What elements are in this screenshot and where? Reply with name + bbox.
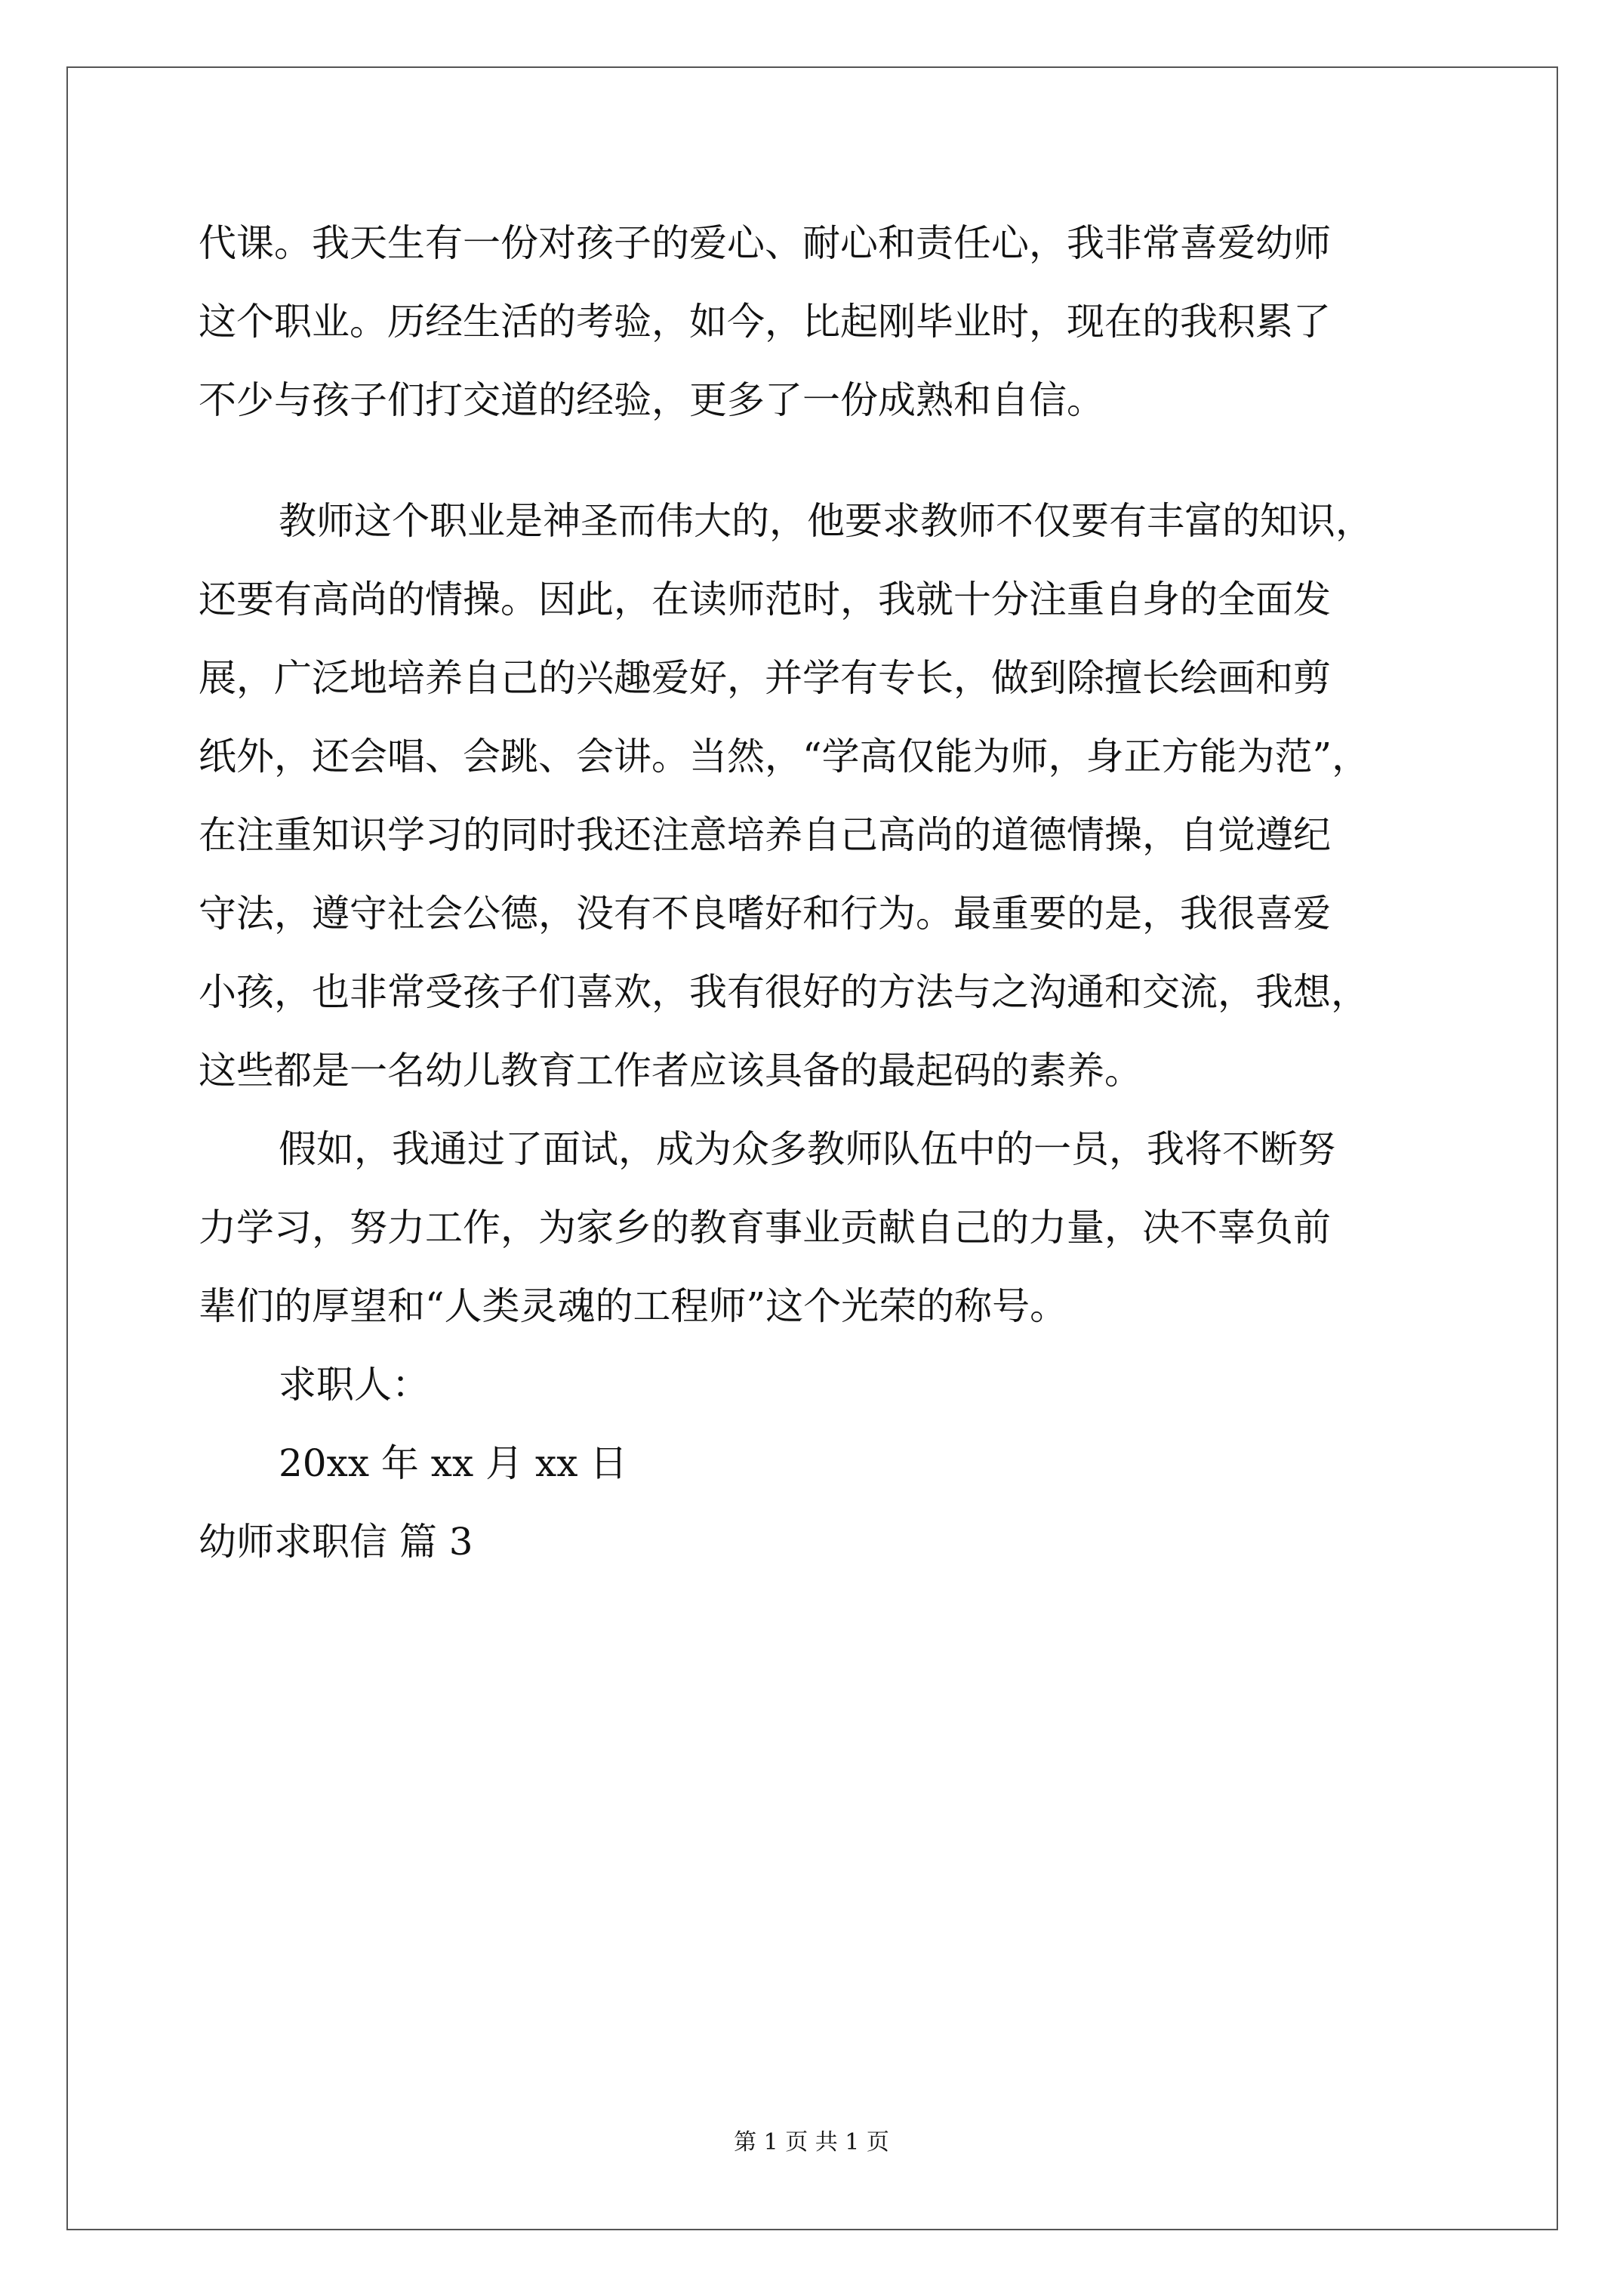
body-line-3: 不少与孩子们打交道的经验，更多了一份成熟和自信。 xyxy=(199,378,1104,422)
section-heading: 幼师求职信 篇 3 xyxy=(199,1520,473,1564)
body-line-5: 还要有高尚的情操。因此，在读师范时，我就十分注重自身的全面发 xyxy=(199,578,1331,621)
body-line-9: 守法，遵守社会公德，没有不良嗜好和行为。最重要的是，我很喜爱 xyxy=(199,892,1331,935)
date-line: 20xx 年 xx 月 xx 日 xyxy=(279,1441,628,1485)
body-line-14: 辈们的厚望和“人类灵魂的工程师”这个光荣的称号。 xyxy=(199,1284,1068,1328)
signature-label: 求职人： xyxy=(279,1363,430,1407)
body-line-11: 这些都是一名幼儿教育工作者应该具备的最起码的素养。 xyxy=(199,1049,1142,1093)
body-line-8: 在注重知识学习的同时我还注意培养自己高尚的道德情操，自觉遵纪 xyxy=(199,813,1331,857)
body-line-13: 力学习，努力工作，为家乡的教育事业贡献自己的力量，决不辜负前 xyxy=(199,1206,1331,1250)
body-line-4: 教师这个职业是神圣而伟大的，他要求教师不仅要有丰富的知识， xyxy=(279,499,1373,543)
body-line-2: 这个职业。历经生活的考验，如今，比起刚毕业时，现在的我积累了 xyxy=(199,300,1331,344)
body-line-10: 小孩，也非常受孩子们喜欢，我有很好的方法与之沟通和交流，我想， xyxy=(199,970,1369,1014)
body-line-1: 代课。我天生有一份对孩子的爱心、耐心和责任心，我非常喜爱幼师 xyxy=(199,221,1331,265)
page-footer: 第 1 页 共 1 页 xyxy=(734,2129,889,2156)
body-line-7: 纸外，还会唱、会跳、会讲。当然，“学高仅能为师，身正方能为范”， xyxy=(199,735,1370,778)
body-line-6: 展，广泛地培养自己的兴趣爱好，并学有专长，做到除擅长绘画和剪 xyxy=(199,656,1331,700)
body-line-12: 假如，我通过了面试，成为众多教师队伍中的一员，我将不断努 xyxy=(279,1127,1335,1171)
